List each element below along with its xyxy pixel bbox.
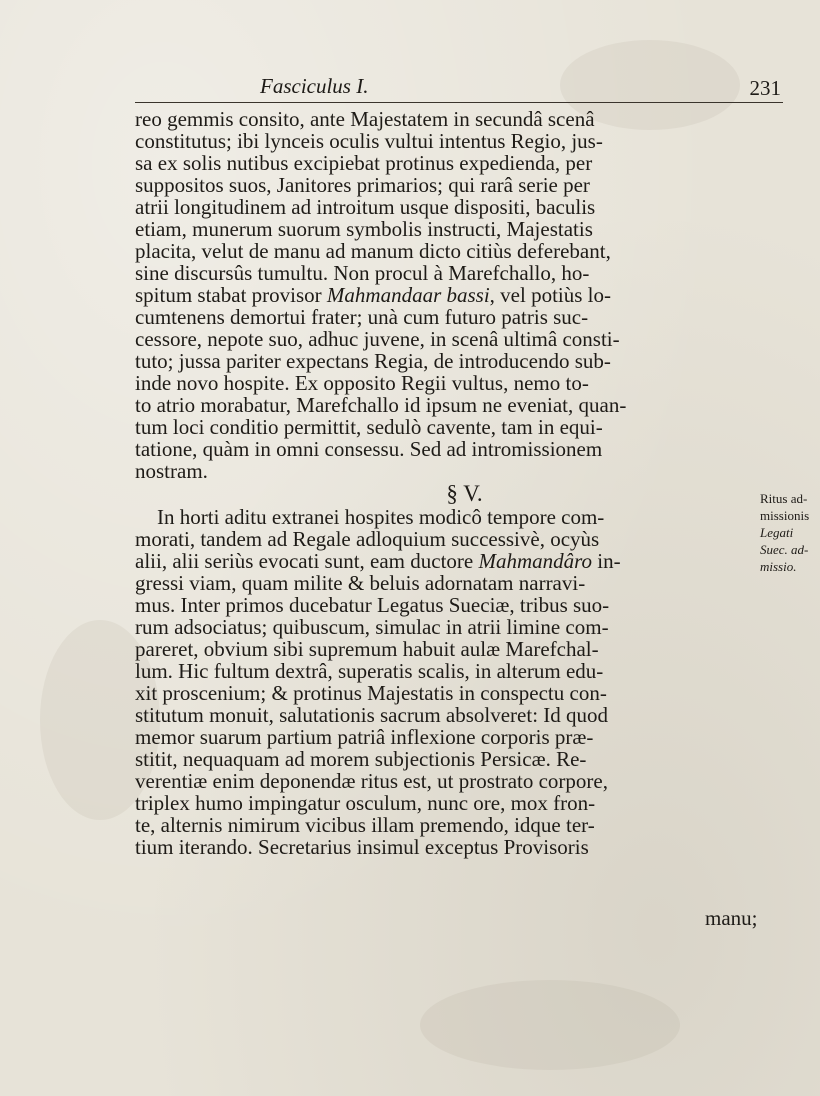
paper-stain bbox=[420, 980, 680, 1070]
paragraph-2 bbox=[135, 506, 784, 858]
text-line: gressi viam, quam milite & beluis adornatam narravi- bbox=[135, 571, 586, 595]
text-line: rum adsociatus; quibuscum, simulac in atrii limine com- bbox=[135, 615, 609, 639]
margin-note-line: Legati bbox=[760, 525, 794, 540]
text-line: nostram. bbox=[135, 459, 208, 483]
text-line bbox=[135, 550, 784, 572]
main-text bbox=[135, 108, 784, 858]
text-span: , vel potiùs lo- bbox=[489, 283, 611, 307]
section-heading: § V. bbox=[446, 481, 483, 506]
text-line: to atrio morabatur, Marefchallo id ipsum ne eveniat, quan- bbox=[135, 393, 627, 417]
text-span: alii, alii seriùs evocati sunt, eam ductore bbox=[135, 549, 479, 573]
text-line: tum loci conditio permittit, sedulò cavente, tam in equi- bbox=[135, 415, 603, 439]
text-line: suppositos suos, Janitores primarios; qui rarâ serie per bbox=[135, 173, 590, 197]
text-line: triplex humo impingatur osculum, nunc ore, mox fron- bbox=[135, 791, 596, 815]
text-line: In horti aditu extranei hospites modicô tempore com- bbox=[157, 505, 605, 529]
italic-name: Mahmandâro bbox=[478, 549, 593, 573]
text-line: memor suarum partium patriâ inflexione corporis præ- bbox=[135, 725, 594, 749]
margin-note-line: missio. bbox=[760, 559, 797, 574]
text-line bbox=[135, 284, 784, 306]
text-line: lum. Hic fultum dextrâ, superatis scalis, in alterum edu- bbox=[135, 659, 604, 683]
running-title: Fasciculus I. bbox=[260, 74, 369, 98]
text-line: inde novo hospite. Ex opposito Regii vultus, nemo to- bbox=[135, 371, 589, 395]
italic-name: Mahmandaar bassi bbox=[326, 283, 490, 307]
text-line: atrii longitudinem ad introitum usque dispositi, baculis bbox=[135, 195, 596, 219]
text-line: tuto; jussa pariter expectans Regia, de introducendo sub- bbox=[135, 349, 611, 373]
text-line: cessore, nepote suo, adhuc juvene, in scenâ ultimâ consti- bbox=[135, 327, 620, 351]
text-line: xit proscenium; & protinus Majestatis in conspectu con- bbox=[135, 681, 607, 705]
page-header bbox=[220, 74, 785, 102]
text-line: reo gemmis consito, ante Majestatem in secundâ scenâ bbox=[135, 107, 595, 131]
text-span: in- bbox=[592, 549, 621, 573]
text-line: te, alternis nimirum vicibus illam premendo, idque ter- bbox=[135, 813, 595, 837]
text-line: mus. Inter primos ducebatur Legatus Sueciæ, tribus suo- bbox=[135, 593, 610, 617]
text-line: placita, velut de manu ad manum dicto citiùs deferebant, bbox=[135, 239, 611, 263]
text-line: tatione, quàm in omni consessu. Sed ad intromissionem bbox=[135, 437, 603, 461]
margin-note-line: missionis bbox=[760, 508, 810, 523]
margin-note bbox=[760, 490, 820, 575]
paragraph-1 bbox=[135, 108, 784, 482]
text-line: tium iterando. Secretarius insimul exceptus Provisoris bbox=[135, 835, 589, 859]
text-line: morati, tandem ad Regale adloquium successivè, ocyùs bbox=[135, 527, 600, 551]
header-rule bbox=[135, 102, 783, 103]
page-number: 231 bbox=[749, 76, 781, 100]
text-line: stitit, nequaquam ad morem subjectionis Persicæ. Re- bbox=[135, 747, 587, 771]
text-line: sa ex solis nutibus excipiebat protinus expedienda, per bbox=[135, 151, 593, 175]
text-line: etiam, munerum suorum symbolis instructi, Majestatis bbox=[135, 217, 593, 241]
margin-note-line: Suec. ad- bbox=[760, 542, 809, 557]
text-line: stitutum monuit, salutationis sacrum absolveret: Id quod bbox=[135, 703, 609, 727]
margin-note-line: Ritus ad- bbox=[760, 491, 808, 506]
text-line: verentiæ enim deponendæ ritus est, ut prostrato corpore, bbox=[135, 769, 608, 793]
text-line: constitutus; ibi lynceis oculis vultui intentus Regio, jus- bbox=[135, 129, 603, 153]
text-line: pareret, obvium sibi supremum habuit aulæ Marefchal- bbox=[135, 637, 599, 661]
text-span: spitum stabat provisor bbox=[135, 283, 327, 307]
text-line: sine discursûs tumultu. Non procul à Marefchallo, ho- bbox=[135, 261, 590, 285]
text-line: cumtenens demortui frater; unà cum futuro patris suc- bbox=[135, 305, 589, 329]
catchword: manu; bbox=[705, 906, 758, 930]
